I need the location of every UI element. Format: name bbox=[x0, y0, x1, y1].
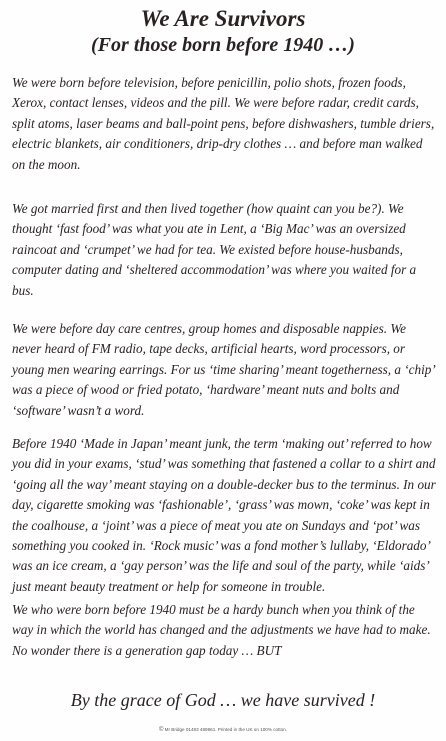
document-title: We Are Survivors bbox=[140, 6, 306, 31]
paragraph-4: Before 1940 ‘Made in Japan’ meant junk, the term ‘making out’ referred to how you did in your exams, ‘stud’ was something that fastened a collar to a shirt and ‘going all the way’ meant staying on a double-decker bus to the terminus. In our day, cigarette smoking was ‘fashionable’, ‘grass’ was mown, ‘coke’ was kept in the coalhouse, a ‘joint’ was a piece of meat you ate on Sundays and ‘pot’ was something you cooked in. ‘Rock music’ was a fond mother’s lullaby, ‘Eldorado’ was an ice cream, a ‘gay person’ was the life and soul of the party, while ‘aids’ just meant beauty treatment or help for someone in trouble. bbox=[12, 436, 436, 594]
footer-text: 01483 489961. Printed in the UK on 100% cotton. bbox=[185, 727, 288, 732]
document-subtitle: (For those born before 1940 …) bbox=[91, 34, 355, 56]
closing-line: By the grace of God … we have survived ! bbox=[70, 690, 376, 710]
copyright-icon: © bbox=[158, 727, 164, 733]
footer-brand: Mr Bridge bbox=[164, 727, 185, 732]
footer-credit bbox=[0, 726, 446, 734]
paragraph-3: We were before day care centres, group homes and disposable nappies. We never heard of FM radio, tape decks, artificial hearts, word processors, or young men wearing earrings. For us ‘time sharing’ meant togetherness, a ‘chip’ was a piece of wood or fried potato, ‘hardware’ meant nuts and bolts and ‘software’ wasn’t a word. bbox=[12, 321, 435, 418]
paragraph-2: We got married first and then lived together (how quaint can you be?). We thought ‘fast food’ was what you ate in Lent, a ‘Big Mac’ was an oversized raincoat and ‘crumpet’ we had for tea. We existed before house-husbands, computer dating and ‘sheltered accommodation’ was where you waited for a bus. bbox=[12, 201, 417, 298]
paragraph-1: We were born before television, before penicillin, polio shots, frozen foods, Xerox, contact lenses, videos and the pill. We were before radar, credit cards, split atoms, laser beams and ball-point pens, before dishwashers, tumble driers, electric blankets, air conditioners, drip-dry clothes … and before man walked on the moon. bbox=[12, 75, 435, 172]
paragraph-5: We who were born before 1940 must be a hardy bunch when you think of the way in which the world has changed and the adjustments we have had to make. No wonder there is a generation gap today … BUT bbox=[12, 602, 431, 658]
